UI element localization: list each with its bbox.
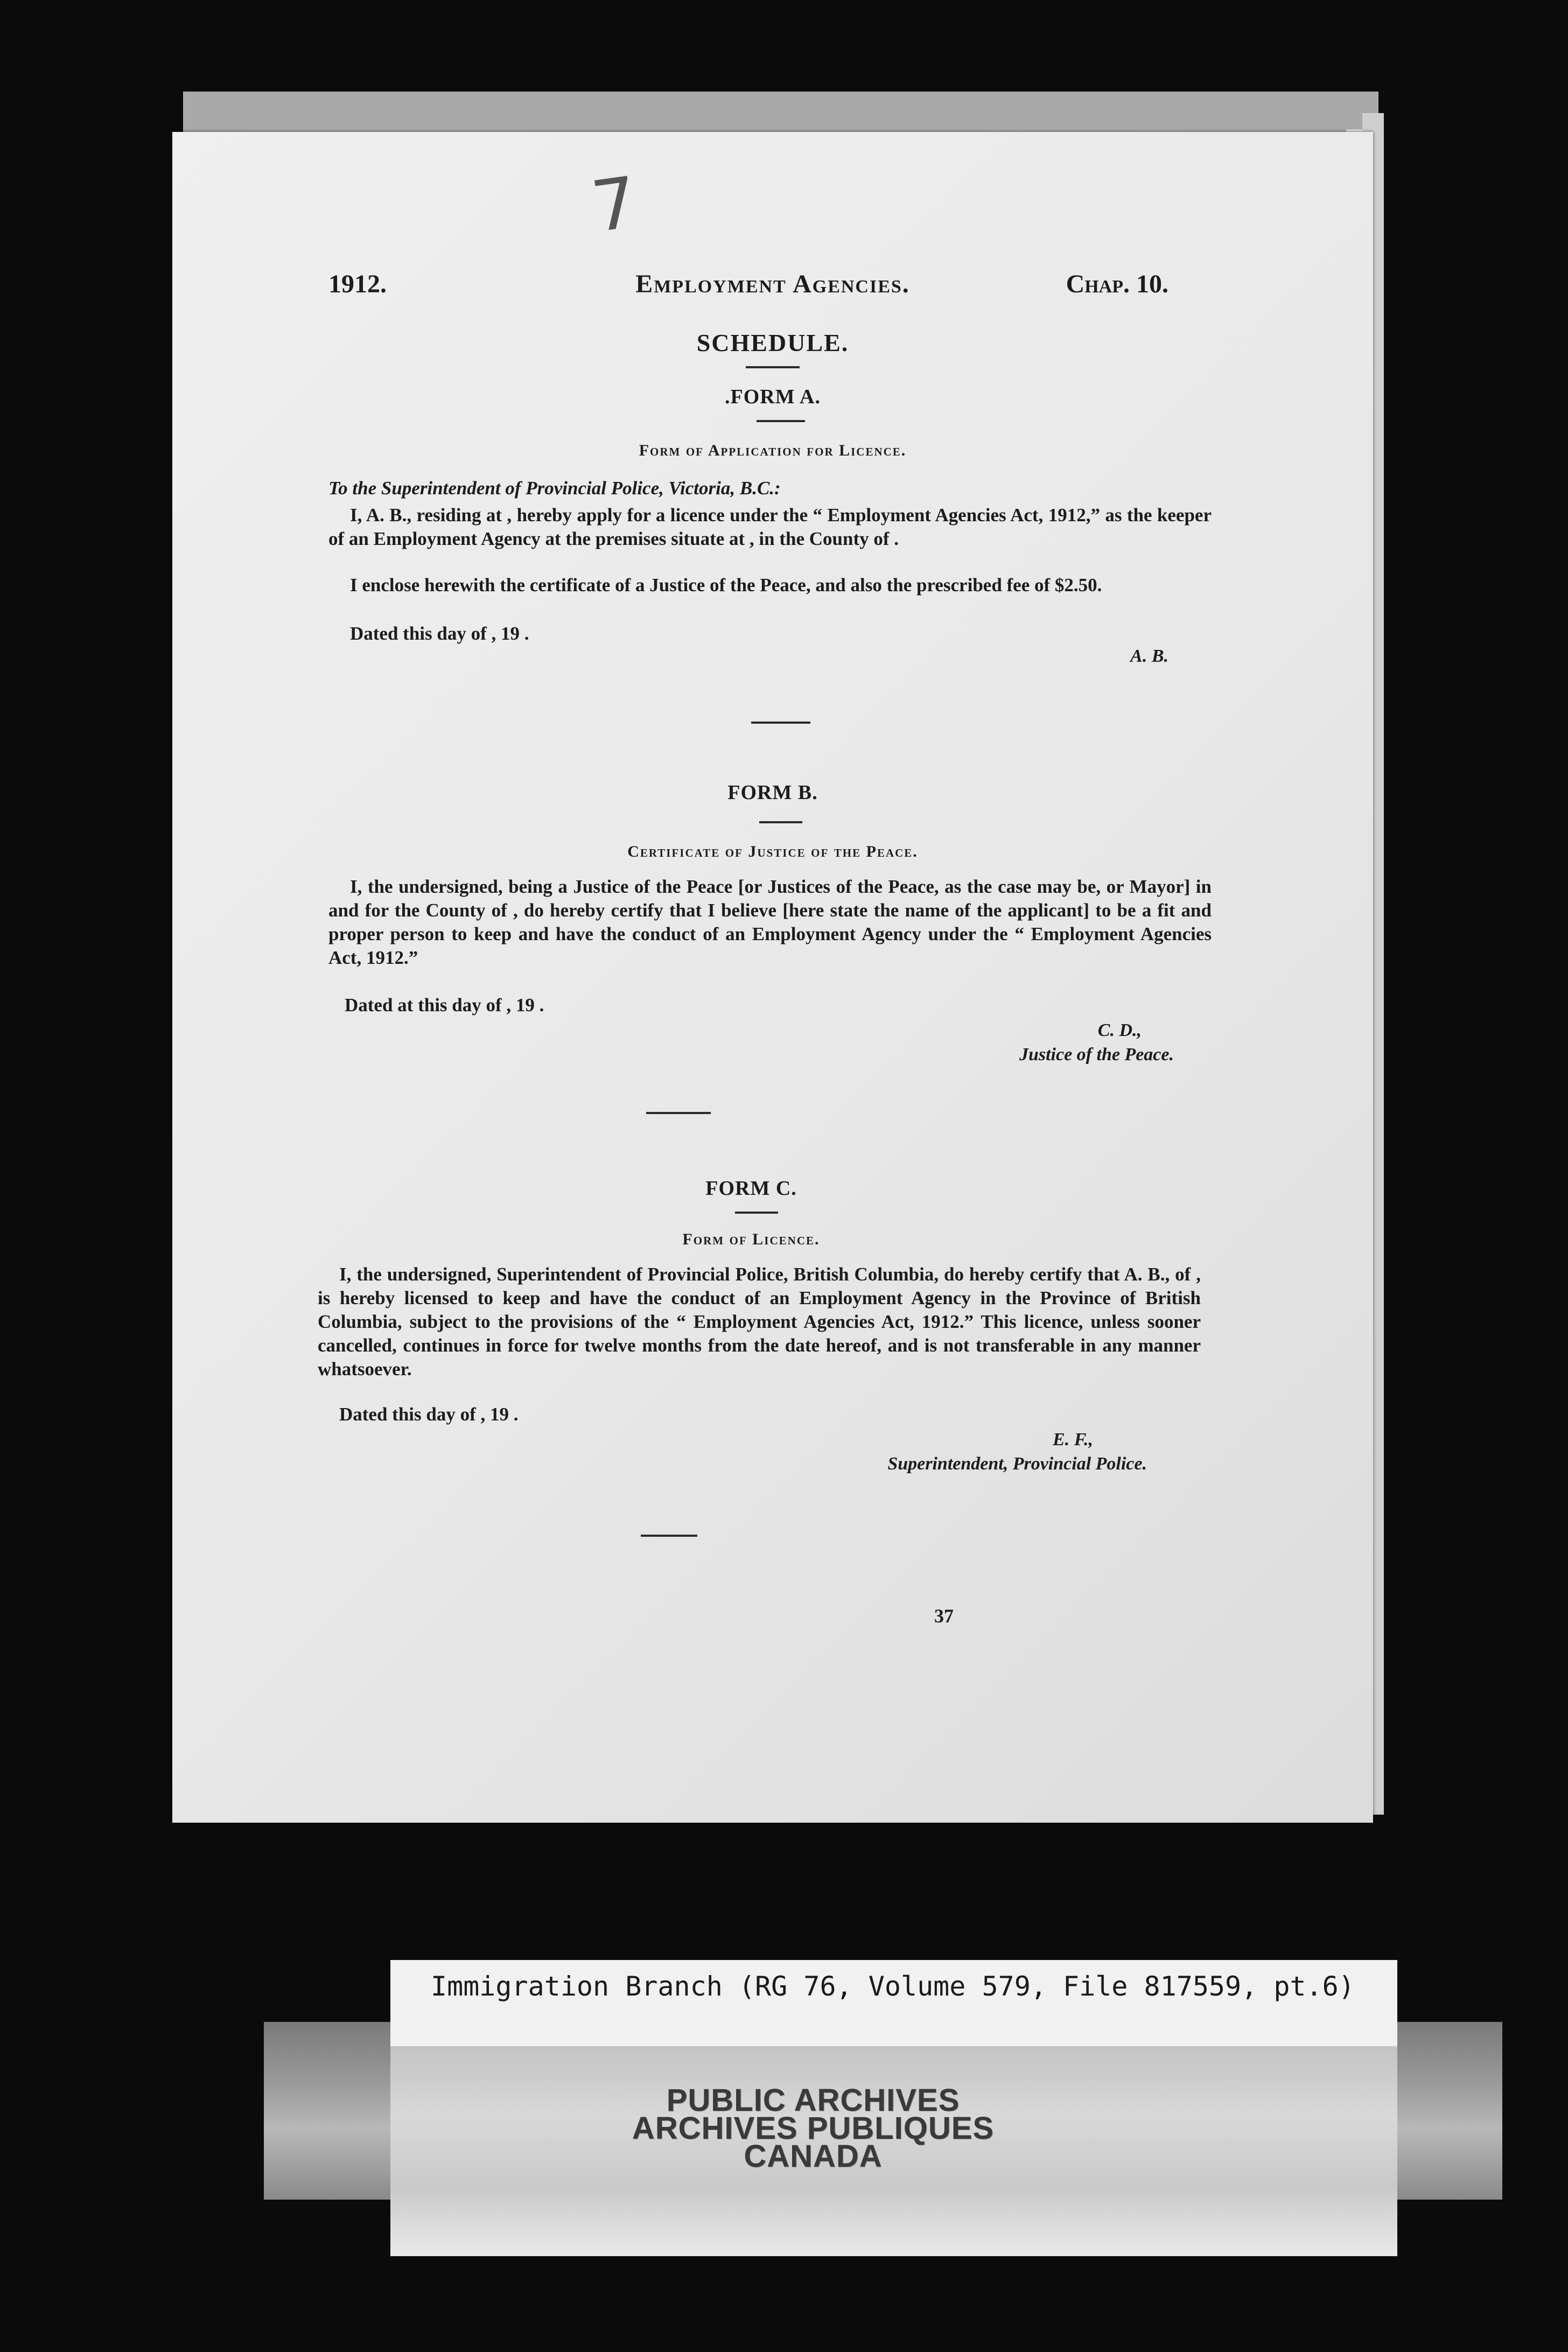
stamp-line-1: PUBLIC ARCHIVES bbox=[666, 2083, 960, 2118]
form-a-signature: A. B. bbox=[1130, 646, 1168, 666]
stamp-line-3: CANADA bbox=[744, 2139, 883, 2174]
form-c-title: FORM C. bbox=[705, 1177, 797, 1200]
schedule-title: SCHEDULE. bbox=[696, 329, 849, 356]
page-number: 37 bbox=[934, 1605, 954, 1627]
form-a-body-1: I, A. B., residing at , hereby apply for a licence under the “ Employment Agencies Act, 1912,” as the keeper of an Employment Agency at the premises situate at , in the County of . bbox=[328, 505, 1212, 549]
form-c-body: I, the undersigned, Superintendent of Provincial Police, British Columbia, do hereby certify that A. B., of , is hereby licensed to keep and have the conduct of an Employment Agency in the Province of British Columbia, subject to the provisions of the “ Employment Agencies Act, 1912.” This licence, unless sooner cancelled, continues in force for twelve months from the date hereof, and is not transferable in any manner whatsoever. bbox=[318, 1264, 1201, 1380]
form-c-dated: Dated this day of , 19 . bbox=[339, 1404, 519, 1425]
document-page bbox=[172, 132, 1373, 1823]
form-b-title: FORM B. bbox=[727, 781, 818, 804]
handwritten-mark: 7 bbox=[586, 160, 642, 249]
divider bbox=[746, 366, 800, 368]
divider bbox=[751, 722, 810, 724]
divider bbox=[641, 1535, 697, 1537]
divider bbox=[757, 420, 805, 422]
header-title: Employment Agencies. bbox=[635, 270, 910, 298]
header-chapter: Chap. 10. bbox=[1066, 270, 1168, 298]
form-a-dated: Dated this day of , 19 . bbox=[350, 623, 529, 644]
form-b-signature-name: C. D., bbox=[1097, 1020, 1142, 1040]
form-c-signature-name: E. F., bbox=[1053, 1430, 1093, 1450]
archives-stamp bbox=[560, 2083, 1066, 2174]
form-c-subtitle: Form of Licence. bbox=[682, 1230, 820, 1248]
form-a-title: .FORM A. bbox=[725, 386, 821, 408]
form-b-signature-title: Justice of the Peace. bbox=[1019, 1045, 1174, 1065]
form-b-body: I, the undersigned, being a Justice of the Peace [or Justices of the Peace, as the case may be, or Mayor] in and for the County of , do hereby certify that I believe [here state the name of the applicant] to be a fit and proper person to keep and have the conduct of an Employment Agency under the “ Employment Agencies Act, 1912.” bbox=[328, 876, 1212, 968]
divider bbox=[759, 821, 802, 823]
divider bbox=[735, 1212, 778, 1214]
header-year: 1912. bbox=[328, 270, 387, 298]
form-c-signature-title: Superintendent, Provincial Police. bbox=[887, 1454, 1147, 1474]
form-b-dated: Dated at this day of , 19 . bbox=[345, 995, 544, 1016]
form-b-subtitle: Certificate of Justice of the Peace. bbox=[627, 843, 918, 860]
form-a-addressee: To the Superintendent of Provincial Police, Victoria, B.C.: bbox=[328, 478, 781, 499]
form-a-subtitle: Form of Application for Licence. bbox=[639, 442, 907, 459]
archive-reference: Immigration Branch (RG 76, Volume 579, File 817559, pt.6) bbox=[431, 1971, 1355, 2002]
form-a-body-2: I enclose herewith the certificate of a Justice of the Peace, and also the prescribed fee of $2.50. bbox=[350, 575, 1102, 596]
divider bbox=[646, 1112, 711, 1114]
stamp-line-2: ARCHIVES PUBLIQUES bbox=[632, 2111, 995, 2146]
